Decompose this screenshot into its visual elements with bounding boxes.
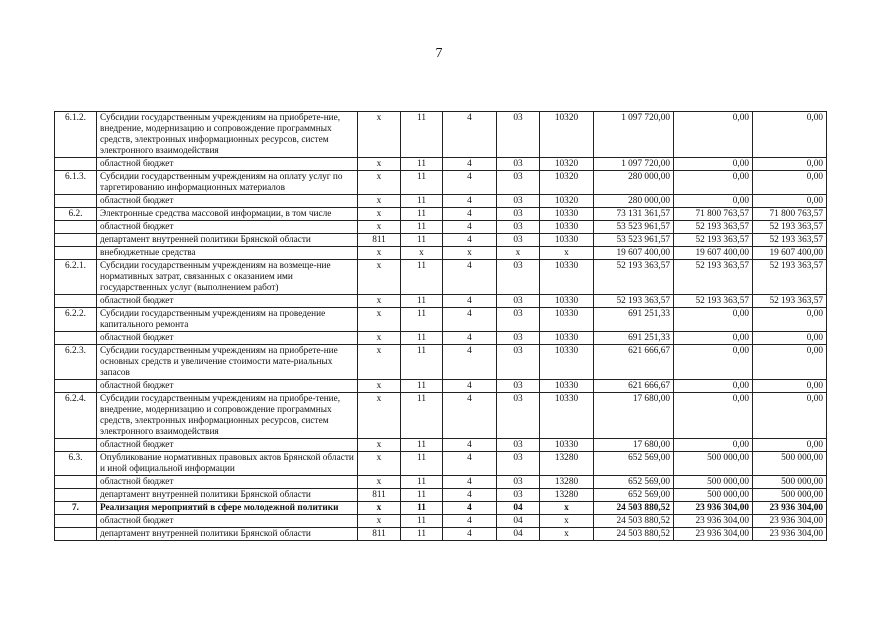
code-section-cell: 11 (401, 528, 443, 541)
amount-year1-cell: 19 607 400,00 (594, 247, 674, 260)
amount-year2-cell: 0,00 (674, 439, 753, 452)
row-name-cell: Субсидии государственным учреждениям на возмеще-ние нормативных затрат, связанных с оказанием ими государственных услуг (выполнением работ) (97, 260, 358, 295)
row-number-cell: 6.3. (55, 452, 97, 476)
row-number-cell: 6.1.3. (55, 171, 97, 195)
row-number-cell (55, 247, 97, 260)
row-name-cell: областной бюджет (97, 221, 358, 234)
row-number-cell: 6.1.2. (55, 112, 97, 158)
amount-year3-cell: 52 193 363,57 (753, 295, 827, 308)
code-subprogram-cell: 03 (497, 234, 540, 247)
row-name-cell: Реализация мероприятий в сфере молодежной политики (97, 502, 358, 515)
row-name-cell: Опубликование нормативных правовых актов Брянской области и иной официальной информации (97, 452, 358, 476)
code-direction-cell: х (540, 502, 594, 515)
page-number: 7 (435, 46, 443, 61)
code-direction-cell: 10330 (540, 308, 594, 332)
row-number-cell (55, 380, 97, 393)
amount-year3-cell: 0,00 (753, 158, 827, 171)
code-subprogram-cell: 03 (497, 158, 540, 171)
code-section-cell: 11 (401, 393, 443, 439)
code-direction-cell: 10330 (540, 439, 594, 452)
code-program-cell: 4 (443, 171, 497, 195)
code-section-cell: х (401, 247, 443, 260)
row-number-cell (55, 489, 97, 502)
amount-year3-cell: 0,00 (753, 345, 827, 380)
amount-year3-cell: 500 000,00 (753, 489, 827, 502)
code-section-cell: 11 (401, 439, 443, 452)
table-row (55, 502, 827, 515)
code-section-cell: 11 (401, 208, 443, 221)
code-gr-cell: х (358, 393, 401, 439)
code-direction-cell: 10330 (540, 332, 594, 345)
code-subprogram-cell: 04 (497, 502, 540, 515)
row-number-cell: 6.2.3. (55, 345, 97, 380)
amount-year1-cell: 53 523 961,57 (594, 234, 674, 247)
code-gr-cell: х (358, 195, 401, 208)
code-gr-cell: х (358, 208, 401, 221)
code-program-cell: 4 (443, 112, 497, 158)
code-direction-cell: 10320 (540, 112, 594, 158)
amount-year3-cell: 52 193 363,57 (753, 260, 827, 295)
code-direction-cell: х (540, 528, 594, 541)
row-number-cell: 6.2.1. (55, 260, 97, 295)
code-gr-cell: х (358, 452, 401, 476)
row-number-cell (55, 158, 97, 171)
code-section-cell: 11 (401, 195, 443, 208)
code-direction-cell: 13280 (540, 476, 594, 489)
code-gr-cell: х (358, 260, 401, 295)
code-subprogram-cell: 04 (497, 515, 540, 528)
row-name-cell: Субсидии государственным учреждениям на приобрете-ние основных средств и увеличение стоимости мате-риальных запасов (97, 345, 358, 380)
amount-year1-cell: 621 666,67 (594, 380, 674, 393)
code-gr-cell: х (358, 332, 401, 345)
row-name-cell: департамент внутренней политики Брянской области (97, 489, 358, 502)
amount-year2-cell: 52 193 363,57 (674, 295, 753, 308)
amount-year1-cell: 691 251,33 (594, 308, 674, 332)
amount-year2-cell: 0,00 (674, 308, 753, 332)
amount-year2-cell: 52 193 363,57 (674, 221, 753, 234)
amount-year3-cell: 23 936 304,00 (753, 515, 827, 528)
amount-year3-cell: 0,00 (753, 332, 827, 345)
code-subprogram-cell: 03 (497, 295, 540, 308)
code-subprogram-cell: 03 (497, 489, 540, 502)
row-number-cell (55, 195, 97, 208)
code-section-cell: 11 (401, 380, 443, 393)
row-number-cell: 6.2.2. (55, 308, 97, 332)
code-direction-cell: 10320 (540, 195, 594, 208)
code-program-cell: 4 (443, 476, 497, 489)
amount-year2-cell: 0,00 (674, 195, 753, 208)
code-section-cell: 11 (401, 171, 443, 195)
code-program-cell: 4 (443, 515, 497, 528)
code-gr-cell: х (358, 158, 401, 171)
code-direction-cell: 10330 (540, 295, 594, 308)
amount-year1-cell: 652 569,00 (594, 452, 674, 476)
row-name-cell: Субсидии государственным учреждениям на проведение капитального ремонта (97, 308, 358, 332)
amount-year1-cell: 280 000,00 (594, 195, 674, 208)
code-direction-cell: 10330 (540, 260, 594, 295)
amount-year1-cell: 24 503 880,52 (594, 502, 674, 515)
budget-table (54, 111, 827, 541)
row-number-cell: 7. (55, 502, 97, 515)
code-gr-cell: х (358, 439, 401, 452)
row-number-cell (55, 295, 97, 308)
code-section-cell: 11 (401, 308, 443, 332)
code-direction-cell: 10320 (540, 171, 594, 195)
table-row (55, 439, 827, 452)
table-row (55, 234, 827, 247)
amount-year2-cell: 0,00 (674, 393, 753, 439)
code-gr-cell: 811 (358, 489, 401, 502)
row-name-cell: Электронные средства массовой информации, в том числе (97, 208, 358, 221)
row-name-cell: Субсидии государственным учреждениям на приобре-тение, внедрение, модернизацию и сопровождение программных средств, электронных информационных ресурсов, систем электронного взаимодействия (97, 393, 358, 439)
amount-year1-cell: 1 097 720,00 (594, 158, 674, 171)
row-number-cell (55, 234, 97, 247)
amount-year1-cell: 24 503 880,52 (594, 515, 674, 528)
table-row (55, 195, 827, 208)
code-program-cell: 4 (443, 439, 497, 452)
amount-year2-cell: 0,00 (674, 112, 753, 158)
code-program-cell: 4 (443, 260, 497, 295)
code-gr-cell: х (358, 247, 401, 260)
amount-year1-cell: 24 503 880,52 (594, 528, 674, 541)
table-row (55, 221, 827, 234)
row-name-cell: внебюджетные средства (97, 247, 358, 260)
code-direction-cell: 13280 (540, 452, 594, 476)
row-name-cell: областной бюджет (97, 332, 358, 345)
row-name-cell: областной бюджет (97, 476, 358, 489)
code-subprogram-cell: 03 (497, 345, 540, 380)
code-section-cell: 11 (401, 221, 443, 234)
amount-year1-cell: 621 666,67 (594, 345, 674, 380)
table-body (55, 112, 827, 541)
code-gr-cell: х (358, 515, 401, 528)
amount-year2-cell: 500 000,00 (674, 489, 753, 502)
code-program-cell: 4 (443, 234, 497, 247)
code-gr-cell: х (358, 345, 401, 380)
amount-year2-cell: 0,00 (674, 380, 753, 393)
amount-year1-cell: 52 193 363,57 (594, 260, 674, 295)
code-direction-cell: х (540, 247, 594, 260)
code-subprogram-cell: 03 (497, 380, 540, 393)
code-gr-cell: х (358, 221, 401, 234)
amount-year2-cell: 52 193 363,57 (674, 260, 753, 295)
code-section-cell: 11 (401, 502, 443, 515)
amount-year1-cell: 280 000,00 (594, 171, 674, 195)
code-program-cell: 4 (443, 528, 497, 541)
code-program-cell: 4 (443, 502, 497, 515)
amount-year1-cell: 691 251,33 (594, 332, 674, 345)
table-row (55, 295, 827, 308)
code-section-cell: 11 (401, 158, 443, 171)
amount-year3-cell: 52 193 363,57 (753, 221, 827, 234)
code-direction-cell: 13280 (540, 489, 594, 502)
amount-year1-cell: 17 680,00 (594, 393, 674, 439)
table-row (55, 247, 827, 260)
row-name-cell: областной бюджет (97, 515, 358, 528)
code-program-cell: 4 (443, 158, 497, 171)
row-number-cell (55, 332, 97, 345)
code-gr-cell: 811 (358, 234, 401, 247)
code-program-cell: 4 (443, 195, 497, 208)
table-row (55, 515, 827, 528)
amount-year2-cell: 23 936 304,00 (674, 515, 753, 528)
table-row (55, 332, 827, 345)
amount-year2-cell: 52 193 363,57 (674, 234, 753, 247)
code-gr-cell: х (358, 112, 401, 158)
row-number-cell: 6.2.4. (55, 393, 97, 439)
code-section-cell: 11 (401, 295, 443, 308)
code-gr-cell: х (358, 308, 401, 332)
row-name-cell: департамент внутренней политики Брянской области (97, 234, 358, 247)
code-section-cell: 11 (401, 332, 443, 345)
code-program-cell: 4 (443, 221, 497, 234)
amount-year2-cell: 23 936 304,00 (674, 502, 753, 515)
code-subprogram-cell: 03 (497, 308, 540, 332)
code-program-cell: 4 (443, 393, 497, 439)
amount-year3-cell: 0,00 (753, 308, 827, 332)
code-section-cell: 11 (401, 489, 443, 502)
amount-year3-cell: 19 607 400,00 (753, 247, 827, 260)
code-subprogram-cell: х (497, 247, 540, 260)
table-row (55, 452, 827, 476)
code-section-cell: 11 (401, 515, 443, 528)
code-program-cell: 4 (443, 345, 497, 380)
code-subprogram-cell: 03 (497, 112, 540, 158)
code-program-cell: 4 (443, 489, 497, 502)
amount-year1-cell: 52 193 363,57 (594, 295, 674, 308)
code-direction-cell: 10330 (540, 380, 594, 393)
amount-year2-cell: 19 607 400,00 (674, 247, 753, 260)
row-number-cell (55, 476, 97, 489)
code-direction-cell: 10330 (540, 221, 594, 234)
amount-year3-cell: 0,00 (753, 171, 827, 195)
code-direction-cell: 10320 (540, 158, 594, 171)
amount-year1-cell: 652 569,00 (594, 489, 674, 502)
row-number-cell (55, 439, 97, 452)
amount-year2-cell: 71 800 763,57 (674, 208, 753, 221)
code-gr-cell: х (358, 502, 401, 515)
code-subprogram-cell: 03 (497, 208, 540, 221)
code-subprogram-cell: 04 (497, 528, 540, 541)
amount-year3-cell: 71 800 763,57 (753, 208, 827, 221)
code-direction-cell: 10330 (540, 393, 594, 439)
amount-year2-cell: 500 000,00 (674, 476, 753, 489)
amount-year2-cell: 0,00 (674, 171, 753, 195)
table-row (55, 476, 827, 489)
amount-year3-cell: 0,00 (753, 112, 827, 158)
code-gr-cell: х (358, 171, 401, 195)
row-name-cell: областной бюджет (97, 439, 358, 452)
row-name-cell: областной бюджет (97, 195, 358, 208)
row-name-cell: Субсидии государственным учреждениям на приобрете-ние, внедрение, модернизацию и сопровождение программных средств, электронных информационных ресурсов, систем электронного взаимодействия (97, 112, 358, 158)
amount-year3-cell: 0,00 (753, 380, 827, 393)
table-row (55, 393, 827, 439)
table-row (55, 208, 827, 221)
amount-year2-cell: 0,00 (674, 332, 753, 345)
code-subprogram-cell: 03 (497, 195, 540, 208)
amount-year1-cell: 1 097 720,00 (594, 112, 674, 158)
code-subprogram-cell: 03 (497, 439, 540, 452)
row-name-cell: департамент внутренней политики Брянской области (97, 528, 358, 541)
amount-year2-cell: 0,00 (674, 345, 753, 380)
amount-year2-cell: 0,00 (674, 158, 753, 171)
row-number-cell (55, 515, 97, 528)
code-program-cell: 4 (443, 452, 497, 476)
table-row (55, 171, 827, 195)
table-row (55, 308, 827, 332)
code-section-cell: 11 (401, 345, 443, 380)
amount-year3-cell: 23 936 304,00 (753, 502, 827, 515)
table-row (55, 380, 827, 393)
table-row (55, 345, 827, 380)
amount-year3-cell: 23 936 304,00 (753, 528, 827, 541)
code-section-cell: 11 (401, 234, 443, 247)
row-name-cell: областной бюджет (97, 380, 358, 393)
code-gr-cell: 811 (358, 528, 401, 541)
amount-year3-cell: 500 000,00 (753, 476, 827, 489)
code-direction-cell: 10330 (540, 208, 594, 221)
row-name-cell: Субсидии государственным учреждениям на оплату услуг по таргетированию информационных материалов (97, 171, 358, 195)
amount-year3-cell: 0,00 (753, 393, 827, 439)
code-gr-cell: х (358, 295, 401, 308)
code-section-cell: 11 (401, 260, 443, 295)
amount-year2-cell: 23 936 304,00 (674, 528, 753, 541)
code-section-cell: 11 (401, 452, 443, 476)
code-section-cell: 11 (401, 112, 443, 158)
amount-year1-cell: 652 569,00 (594, 476, 674, 489)
code-direction-cell: 10330 (540, 345, 594, 380)
row-number-cell (55, 221, 97, 234)
code-subprogram-cell: 03 (497, 393, 540, 439)
amount-year1-cell: 73 131 361,57 (594, 208, 674, 221)
code-subprogram-cell: 03 (497, 221, 540, 234)
row-number-cell (55, 528, 97, 541)
amount-year3-cell: 500 000,00 (753, 452, 827, 476)
row-number-cell: 6.2. (55, 208, 97, 221)
amount-year3-cell: 52 193 363,57 (753, 234, 827, 247)
code-program-cell: 4 (443, 380, 497, 393)
code-subprogram-cell: 03 (497, 260, 540, 295)
amount-year3-cell: 0,00 (753, 195, 827, 208)
code-program-cell: х (443, 247, 497, 260)
table-row (55, 158, 827, 171)
table-row (55, 489, 827, 502)
amount-year1-cell: 17 680,00 (594, 439, 674, 452)
amount-year3-cell: 0,00 (753, 439, 827, 452)
row-name-cell: областной бюджет (97, 158, 358, 171)
code-program-cell: 4 (443, 332, 497, 345)
amount-year2-cell: 500 000,00 (674, 452, 753, 476)
code-subprogram-cell: 03 (497, 476, 540, 489)
code-program-cell: 4 (443, 295, 497, 308)
row-name-cell: областной бюджет (97, 295, 358, 308)
code-direction-cell: 10330 (540, 234, 594, 247)
code-direction-cell: х (540, 515, 594, 528)
code-program-cell: 4 (443, 308, 497, 332)
code-subprogram-cell: 03 (497, 171, 540, 195)
code-subprogram-cell: 03 (497, 452, 540, 476)
code-gr-cell: х (358, 380, 401, 393)
table-row (55, 112, 827, 158)
code-section-cell: 11 (401, 476, 443, 489)
table-row (55, 260, 827, 295)
code-gr-cell: х (358, 476, 401, 489)
code-subprogram-cell: 03 (497, 332, 540, 345)
table-row (55, 528, 827, 541)
code-program-cell: 4 (443, 208, 497, 221)
amount-year1-cell: 53 523 961,57 (594, 221, 674, 234)
